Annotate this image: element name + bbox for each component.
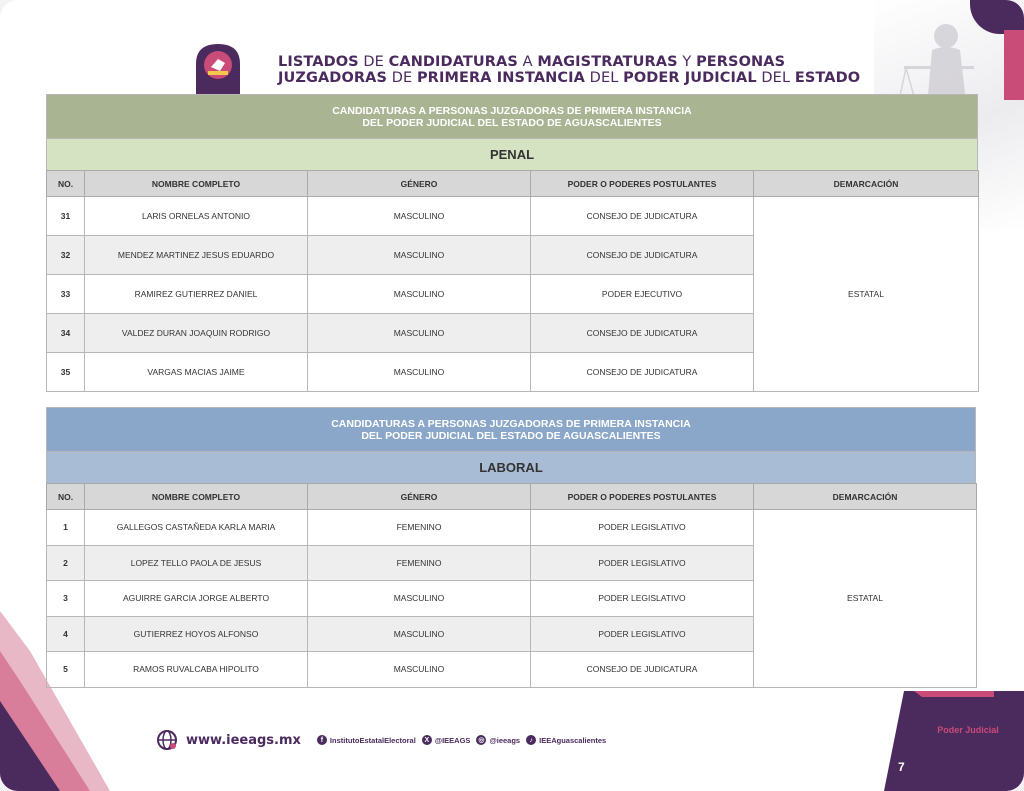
cell-poder: CONSEJO DE JUDICATURA — [531, 197, 754, 236]
ieeags-logo-icon — [192, 40, 244, 94]
cell-poder: CONSEJO DE JUDICATURA — [531, 314, 754, 353]
cell-genero: FEMENINO — [308, 510, 531, 546]
cell-no: 1 — [47, 510, 85, 546]
title-word-thin: DE — [387, 70, 417, 86]
website-link[interactable]: www.ieeags.mx — [186, 732, 301, 748]
data-table — [46, 170, 979, 392]
facebook-icon: f — [317, 735, 327, 745]
title-word-bold: CANDIDATURAS — [388, 54, 518, 70]
cell-genero: MASCULINO — [308, 197, 531, 236]
cell-nombre: LOPEZ TELLO PAOLA DE JESUS — [85, 545, 308, 581]
candidates-table-laboral — [46, 407, 976, 688]
x-icon: X — [422, 735, 432, 745]
cell-nombre: RAMIREZ GUTIERREZ DANIEL — [85, 275, 308, 314]
badge-line-4: Aguascalientes — [951, 737, 985, 742]
candidates-table-penal — [46, 94, 978, 392]
cell-genero: MASCULINO — [308, 652, 531, 688]
cell-poder: PODER LEGISLATIVO — [531, 510, 754, 546]
table-header-row — [47, 484, 977, 510]
cell-genero: MASCULINO — [308, 275, 531, 314]
cell-genero: MASCULINO — [308, 236, 531, 275]
cell-nombre: MENDEZ MARTINEZ JESUS EDUARDO — [85, 236, 308, 275]
title-word-thin: DE — [358, 54, 389, 70]
col-header-demarcacion: DEMARCACIÓN — [754, 484, 977, 510]
table-band — [46, 94, 978, 139]
social-link[interactable] — [317, 735, 416, 745]
cell-nombre: RAMOS RUVALCABA HIPOLITO — [85, 652, 308, 688]
col-header-nombre: NOMBRE COMPLETO — [85, 171, 308, 197]
cell-nombre: LARIS ORNELAS ANTONIO — [85, 197, 308, 236]
col-header-nombre: NOMBRE COMPLETO — [85, 484, 308, 510]
cell-no: 35 — [47, 353, 85, 392]
cell-poder: PODER LEGISLATIVO — [531, 545, 754, 581]
social-link[interactable] — [526, 735, 606, 745]
title-line-1 — [278, 54, 878, 70]
page-number: 7 — [898, 760, 905, 774]
social-link[interactable] — [422, 735, 471, 745]
title-word-bold: PRIMERA INSTANCIA — [416, 70, 585, 86]
social-link[interactable] — [476, 735, 520, 745]
badge-line-3: Poder Judicial — [937, 725, 999, 735]
cell-no: 33 — [47, 275, 85, 314]
band-line-1: CANDIDATURAS A PERSONAS JUZGADORAS DE PRIMERA INSTANCIA — [331, 417, 691, 430]
cell-genero: MASCULINO — [308, 581, 531, 617]
badge-line-2-small: del — [987, 719, 995, 724]
cell-poder: PODER LEGISLATIVO — [531, 616, 754, 652]
cell-genero: MASCULINO — [308, 353, 531, 392]
page-title — [278, 54, 878, 86]
cell-poder: CONSEJO DE JUDICATURA — [531, 236, 754, 275]
table-subject: LABORAL — [46, 452, 976, 483]
cell-no: 31 — [47, 197, 85, 236]
col-header-poderes: PODER O PODERES POSTULANTES — [531, 171, 754, 197]
title-word-bold: JUZGADORAS — [278, 70, 387, 86]
badge-line-1: Proceso Electoral — [940, 709, 996, 716]
cell-demarcacion: ESTATAL — [754, 197, 979, 392]
title-word-bold: MAGISTRATURAS — [537, 54, 678, 70]
data-table — [46, 483, 977, 688]
cell-no: 5 — [47, 652, 85, 688]
cell-no: 4 — [47, 616, 85, 652]
title-word-bold: ESTADO — [794, 70, 861, 86]
corner-stripe — [1004, 30, 1024, 100]
band-line-2: DEL PODER JUDICIAL DEL ESTADO DE AGUASCALIENTES — [362, 116, 662, 129]
cell-genero: FEMENINO — [308, 545, 531, 581]
cell-poder: CONSEJO DE JUDICATURA — [531, 652, 754, 688]
cell-genero: MASCULINO — [308, 616, 531, 652]
band-line-1: CANDIDATURAS A PERSONAS JUZGADORAS DE PRIMERA INSTANCIA — [332, 104, 692, 117]
col-header-demarcacion: DEMARCACIÓN — [754, 171, 979, 197]
col-header-no: NO. — [47, 484, 85, 510]
process-badge — [920, 708, 1016, 770]
title-line-2 — [278, 70, 878, 86]
badge-line-2-text: Extraordinario — [941, 718, 987, 725]
table-subject: PENAL — [46, 139, 978, 170]
cell-nombre: VALDEZ DURAN JOAQUIN RODRIGO — [85, 314, 308, 353]
table-header-row — [47, 171, 979, 197]
table-row — [47, 197, 979, 236]
globe-icon — [156, 729, 178, 751]
title-word-thin: Y — [677, 54, 697, 70]
band-line-2: DEL PODER JUDICIAL DEL ESTADO DE AGUASCALIENTES — [361, 429, 661, 442]
title-word-bold: PODER JUDICIAL — [623, 70, 757, 86]
col-header-poderes: PODER O PODERES POSTULANTES — [531, 484, 754, 510]
badge-year: 2025 — [937, 742, 999, 767]
col-header-no: NO. — [47, 171, 85, 197]
cell-nombre: GALLEGOS CASTAÑEDA KARLA MARIA — [85, 510, 308, 546]
cell-poder: PODER EJECUTIVO — [531, 275, 754, 314]
social-label: @IEEAGS — [434, 735, 471, 745]
cell-poder: PODER LEGISLATIVO — [531, 581, 754, 617]
title-word-thin: A — [517, 54, 538, 70]
instagram-icon: ◎ — [478, 737, 485, 744]
cell-poder: CONSEJO DE JUDICATURA — [531, 353, 754, 392]
col-header-genero: GÉNERO — [308, 171, 531, 197]
col-header-genero: GÉNERO — [308, 484, 531, 510]
tiktok-icon: ♪ — [526, 735, 536, 745]
title-word-thin: DEL — [756, 70, 795, 86]
social-label: IEEAguascalientes — [539, 735, 607, 745]
table-band — [46, 407, 976, 452]
cell-no: 3 — [47, 581, 85, 617]
cell-nombre: GUTIERREZ HOYOS ALFONSO — [85, 616, 308, 652]
footer-contacts — [156, 729, 612, 751]
social-label: @ieeags — [489, 735, 521, 745]
cell-nombre: VARGAS MACIAS JAIME — [85, 353, 308, 392]
cell-demarcacion: ESTATAL — [754, 510, 977, 688]
social-label: InstitutoEstatalElectoral — [329, 735, 416, 745]
cell-no: 2 — [47, 545, 85, 581]
title-word-bold: PERSONAS — [696, 54, 786, 70]
title-word-bold: LISTADOS — [278, 54, 359, 70]
cell-nombre: AGUIRRE GARCIA JORGE ALBERTO — [85, 581, 308, 617]
cell-no: 32 — [47, 236, 85, 275]
cell-no: 34 — [47, 314, 85, 353]
social-links — [317, 735, 612, 745]
table-row — [47, 510, 977, 546]
cell-genero: MASCULINO — [308, 314, 531, 353]
title-word-thin: DEL — [584, 70, 624, 86]
